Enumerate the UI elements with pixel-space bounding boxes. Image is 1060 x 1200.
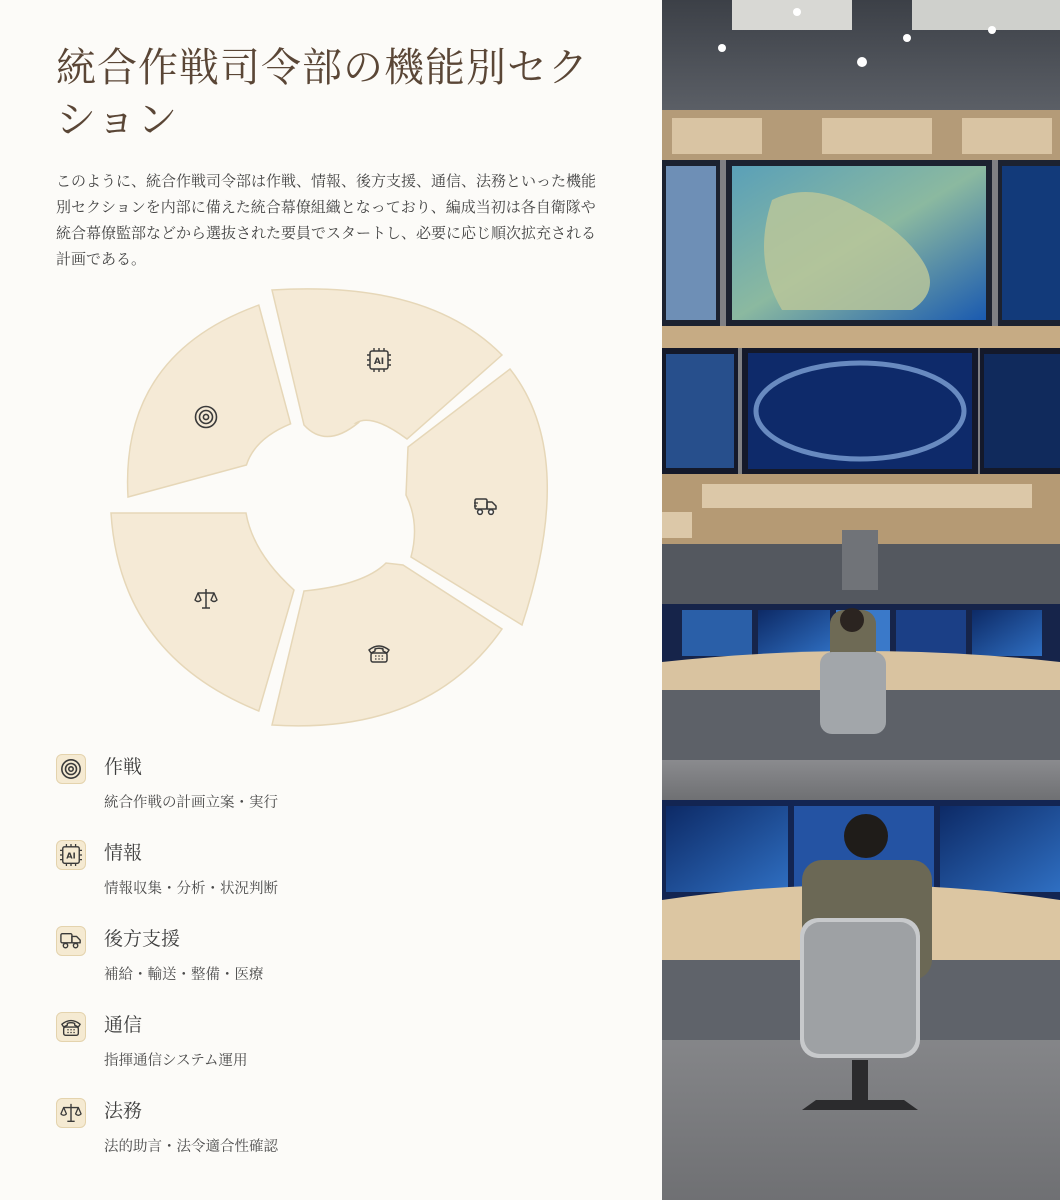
svg-text:AI: AI: [373, 357, 385, 367]
ring-segment-legal[interactable]: [111, 513, 294, 711]
telephone-icon: [56, 1012, 86, 1042]
legend-item-communications: [56, 1010, 616, 1096]
section-legend: [56, 752, 616, 1182]
page-title: 統合作戦司令部の機能別セクション: [56, 45, 589, 143]
scales-icon: [56, 1098, 86, 1128]
legend-detail: 情報収集・分析・状況判断: [104, 881, 278, 897]
legend-item-logistics: [56, 924, 616, 1010]
legend-item-operations: [56, 752, 616, 838]
legend-title: 法務: [104, 1100, 143, 1122]
legend-detail: 指揮通信システム運用: [104, 1053, 248, 1069]
truck-icon: [56, 926, 86, 956]
section-ring-diagram: [108, 285, 554, 731]
legend-title: 情報: [104, 842, 143, 864]
ai-chip-icon: [56, 840, 86, 870]
legend-title: 通信: [104, 1014, 143, 1036]
legend-item-legal: [56, 1096, 616, 1182]
legend-detail: 統合作戦の計画立案・実行: [104, 795, 278, 811]
legend-title: 作戦: [104, 756, 143, 778]
legend-title: 後方支援: [104, 928, 181, 950]
command-center-photo: [662, 0, 1060, 1200]
legend-item-intelligence: [56, 838, 616, 924]
legend-detail: 法的助言・法令適合性確認: [104, 1139, 278, 1155]
legend-detail: 補給・輸送・整備・医療: [104, 967, 264, 983]
svg-text:AI: AI: [66, 850, 76, 861]
ring-segment-operations[interactable]: [128, 305, 291, 497]
target-icon: [56, 754, 86, 784]
description: このように、統合作戦司令部は作戦、情報、後方支援、通信、法務といった機能別セクションを内部に備えた統合幕僚組織となっており、編成当初は各自衛隊や統合幕僚監部などから選抜された要員でスタートし、必要に応じ順次拡充される計画である。: [56, 172, 597, 268]
ai-chip-icon: [367, 348, 391, 372]
